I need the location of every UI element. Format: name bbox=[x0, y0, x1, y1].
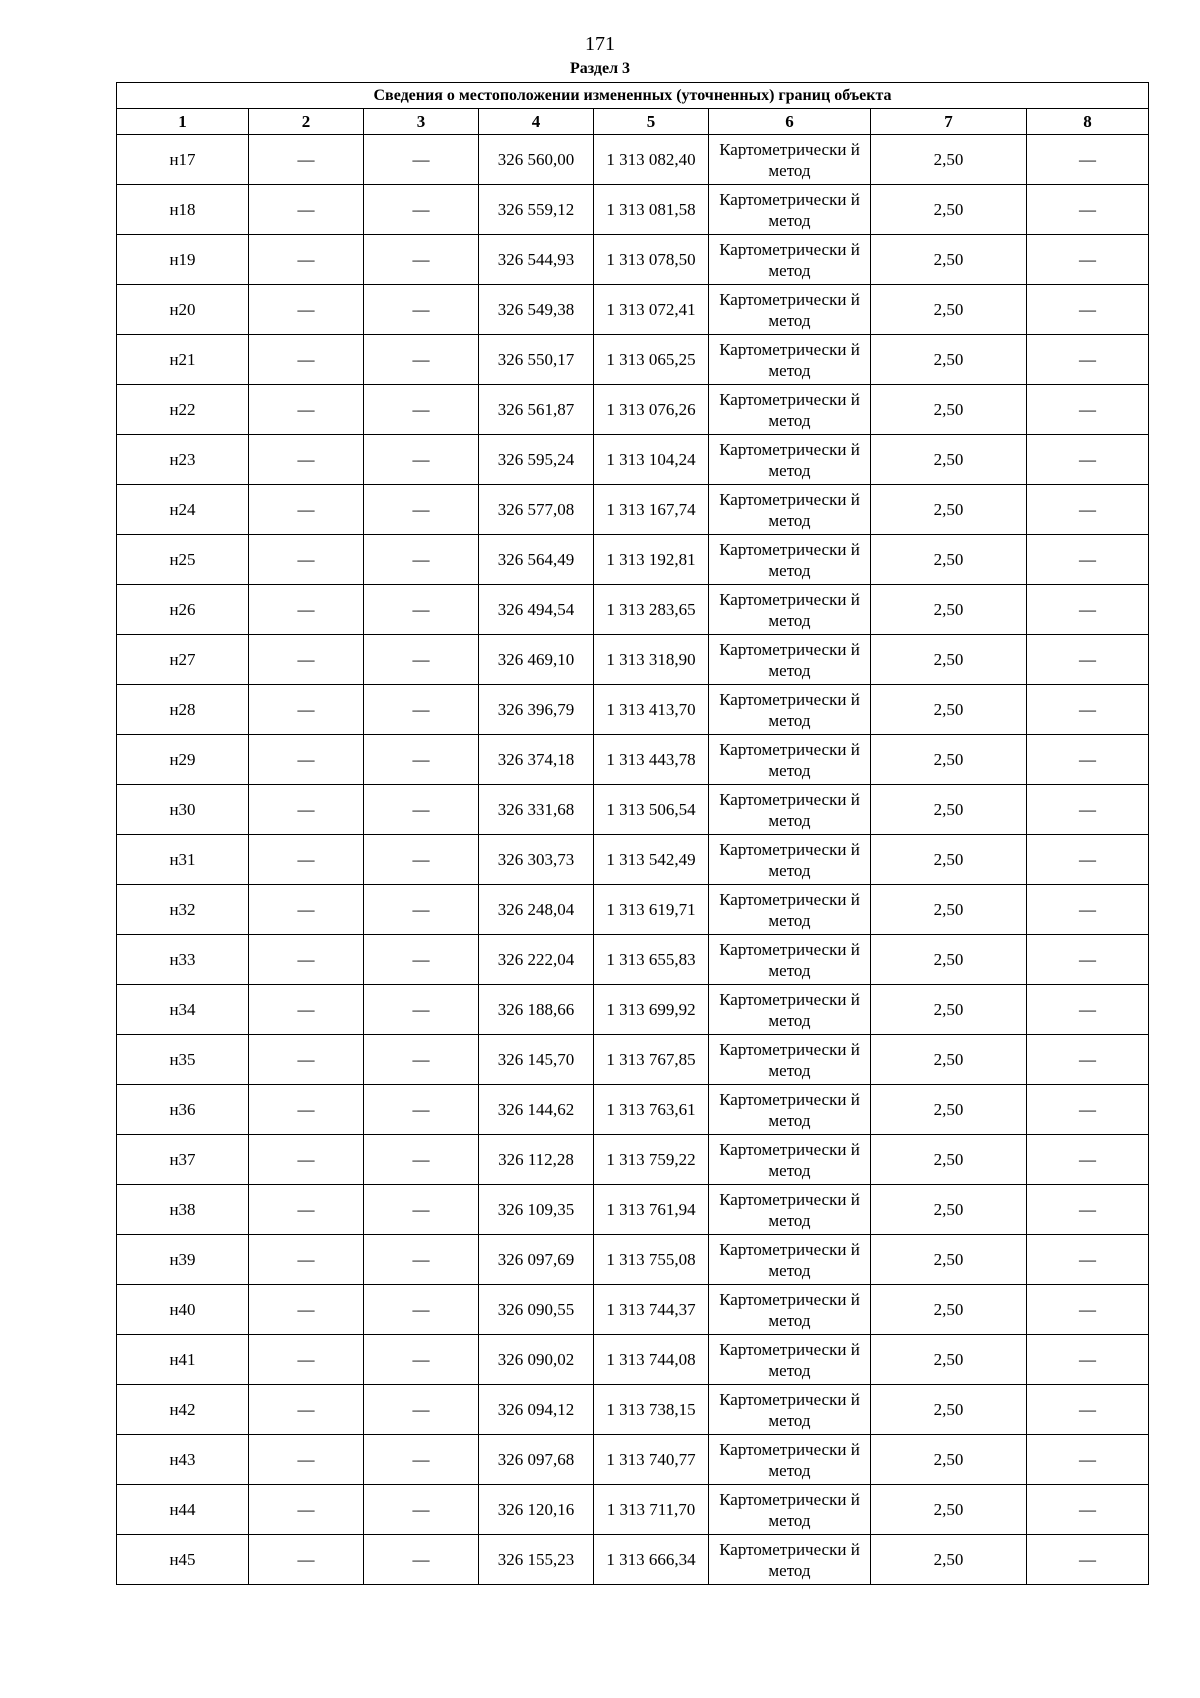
y-coordinate-cell: 1 313 740,77 bbox=[594, 1435, 709, 1485]
accuracy-cell: 2,50 bbox=[871, 785, 1027, 835]
column-number: 1 bbox=[117, 109, 249, 135]
empty-dash-cell: — bbox=[364, 135, 479, 185]
empty-dash-cell: — bbox=[1027, 1385, 1149, 1435]
y-coordinate-cell: 1 313 167,74 bbox=[594, 485, 709, 535]
table-row bbox=[117, 285, 1149, 335]
accuracy-cell: 2,50 bbox=[871, 185, 1027, 235]
empty-dash-cell: — bbox=[1027, 1335, 1149, 1385]
empty-dash-cell: — bbox=[1027, 1035, 1149, 1085]
x-coordinate-cell: 326 090,55 bbox=[479, 1285, 594, 1335]
point-name-cell: н30 bbox=[117, 785, 249, 835]
method-cell: Картометрически й метод bbox=[709, 835, 871, 885]
empty-dash-cell: — bbox=[249, 485, 364, 535]
empty-dash-cell: — bbox=[364, 435, 479, 485]
empty-dash-cell: — bbox=[364, 485, 479, 535]
table-row bbox=[117, 1435, 1149, 1485]
method-cell: Картометрически й метод bbox=[709, 635, 871, 685]
x-coordinate-cell: 326 469,10 bbox=[479, 635, 594, 685]
table-row bbox=[117, 1285, 1149, 1335]
empty-dash-cell: — bbox=[1027, 985, 1149, 1035]
empty-dash-cell: — bbox=[364, 735, 479, 785]
accuracy-cell: 2,50 bbox=[871, 1135, 1027, 1185]
point-name-cell: н40 bbox=[117, 1285, 249, 1335]
accuracy-cell: 2,50 bbox=[871, 1085, 1027, 1135]
empty-dash-cell: — bbox=[249, 285, 364, 335]
x-coordinate-cell: 326 564,49 bbox=[479, 535, 594, 585]
empty-dash-cell: — bbox=[1027, 285, 1149, 335]
y-coordinate-cell: 1 313 755,08 bbox=[594, 1235, 709, 1285]
table-row bbox=[117, 135, 1149, 185]
empty-dash-cell: — bbox=[364, 685, 479, 735]
method-cell: Картометрически й метод bbox=[709, 735, 871, 785]
table-row bbox=[117, 535, 1149, 585]
boundary-coordinates-table bbox=[116, 82, 1149, 1585]
method-cell: Картометрически й метод bbox=[709, 535, 871, 585]
x-coordinate-cell: 326 109,35 bbox=[479, 1185, 594, 1235]
accuracy-cell: 2,50 bbox=[871, 1185, 1027, 1235]
empty-dash-cell: — bbox=[1027, 135, 1149, 185]
accuracy-cell: 2,50 bbox=[871, 485, 1027, 535]
table-caption: Сведения о местоположении измененных (уточненных) границ объекта bbox=[117, 83, 1149, 109]
method-cell: Картометрически й метод bbox=[709, 1535, 871, 1585]
table-row bbox=[117, 635, 1149, 685]
accuracy-cell: 2,50 bbox=[871, 635, 1027, 685]
empty-dash-cell: — bbox=[249, 685, 364, 735]
empty-dash-cell: — bbox=[1027, 385, 1149, 435]
empty-dash-cell: — bbox=[249, 1185, 364, 1235]
y-coordinate-cell: 1 313 192,81 bbox=[594, 535, 709, 585]
table-row bbox=[117, 1085, 1149, 1135]
empty-dash-cell: — bbox=[249, 1535, 364, 1585]
empty-dash-cell: — bbox=[1027, 435, 1149, 485]
column-number: 5 bbox=[594, 109, 709, 135]
empty-dash-cell: — bbox=[1027, 1235, 1149, 1285]
empty-dash-cell: — bbox=[249, 1335, 364, 1385]
method-cell: Картометрически й метод bbox=[709, 1285, 871, 1335]
point-name-cell: н37 bbox=[117, 1135, 249, 1185]
accuracy-cell: 2,50 bbox=[871, 1235, 1027, 1285]
point-name-cell: н32 bbox=[117, 885, 249, 935]
empty-dash-cell: — bbox=[364, 1035, 479, 1085]
point-name-cell: н28 bbox=[117, 685, 249, 735]
x-coordinate-cell: 326 595,24 bbox=[479, 435, 594, 485]
accuracy-cell: 2,50 bbox=[871, 235, 1027, 285]
point-name-cell: н25 bbox=[117, 535, 249, 585]
method-cell: Картометрически й метод bbox=[709, 1085, 871, 1135]
empty-dash-cell: — bbox=[249, 1035, 364, 1085]
x-coordinate-cell: 326 144,62 bbox=[479, 1085, 594, 1135]
table-row bbox=[117, 185, 1149, 235]
y-coordinate-cell: 1 313 711,70 bbox=[594, 1485, 709, 1535]
empty-dash-cell: — bbox=[249, 785, 364, 835]
y-coordinate-cell: 1 313 655,83 bbox=[594, 935, 709, 985]
table-row bbox=[117, 385, 1149, 435]
x-coordinate-cell: 326 120,16 bbox=[479, 1485, 594, 1535]
method-cell: Картометрически й метод bbox=[709, 1135, 871, 1185]
empty-dash-cell: — bbox=[364, 1435, 479, 1485]
point-name-cell: н39 bbox=[117, 1235, 249, 1285]
accuracy-cell: 2,50 bbox=[871, 1335, 1027, 1385]
accuracy-cell: 2,50 bbox=[871, 935, 1027, 985]
y-coordinate-cell: 1 313 076,26 bbox=[594, 385, 709, 435]
point-name-cell: н35 bbox=[117, 1035, 249, 1085]
y-coordinate-cell: 1 313 506,54 bbox=[594, 785, 709, 835]
empty-dash-cell: — bbox=[364, 985, 479, 1035]
empty-dash-cell: — bbox=[1027, 785, 1149, 835]
x-coordinate-cell: 326 188,66 bbox=[479, 985, 594, 1035]
empty-dash-cell: — bbox=[1027, 585, 1149, 635]
table-row bbox=[117, 1235, 1149, 1285]
empty-dash-cell: — bbox=[1027, 1485, 1149, 1535]
empty-dash-cell: — bbox=[1027, 235, 1149, 285]
point-name-cell: н34 bbox=[117, 985, 249, 1035]
y-coordinate-cell: 1 313 699,92 bbox=[594, 985, 709, 1035]
point-name-cell: н19 bbox=[117, 235, 249, 285]
page-number: 171 bbox=[585, 33, 615, 55]
y-coordinate-cell: 1 313 759,22 bbox=[594, 1135, 709, 1185]
y-coordinate-cell: 1 313 065,25 bbox=[594, 335, 709, 385]
table-row bbox=[117, 1485, 1149, 1535]
point-name-cell: н20 bbox=[117, 285, 249, 335]
empty-dash-cell: — bbox=[1027, 735, 1149, 785]
empty-dash-cell: — bbox=[1027, 335, 1149, 385]
x-coordinate-cell: 326 112,28 bbox=[479, 1135, 594, 1185]
empty-dash-cell: — bbox=[364, 385, 479, 435]
accuracy-cell: 2,50 bbox=[871, 435, 1027, 485]
point-name-cell: н17 bbox=[117, 135, 249, 185]
accuracy-cell: 2,50 bbox=[871, 385, 1027, 435]
y-coordinate-cell: 1 313 619,71 bbox=[594, 885, 709, 935]
accuracy-cell: 2,50 bbox=[871, 985, 1027, 1035]
accuracy-cell: 2,50 bbox=[871, 285, 1027, 335]
x-coordinate-cell: 326 494,54 bbox=[479, 585, 594, 635]
empty-dash-cell: — bbox=[249, 335, 364, 385]
table-row bbox=[117, 235, 1149, 285]
empty-dash-cell: — bbox=[364, 1235, 479, 1285]
table-row bbox=[117, 435, 1149, 485]
y-coordinate-cell: 1 313 081,58 bbox=[594, 185, 709, 235]
method-cell: Картометрически й метод bbox=[709, 1335, 871, 1385]
accuracy-cell: 2,50 bbox=[871, 535, 1027, 585]
empty-dash-cell: — bbox=[249, 635, 364, 685]
table-row bbox=[117, 1035, 1149, 1085]
table-row bbox=[117, 985, 1149, 1035]
empty-dash-cell: — bbox=[364, 585, 479, 635]
method-cell: Картометрически й метод bbox=[709, 435, 871, 485]
empty-dash-cell: — bbox=[249, 135, 364, 185]
point-name-cell: н22 bbox=[117, 385, 249, 435]
point-name-cell: н18 bbox=[117, 185, 249, 235]
column-number: 4 bbox=[479, 109, 594, 135]
accuracy-cell: 2,50 bbox=[871, 335, 1027, 385]
method-cell: Картометрически й метод bbox=[709, 1385, 871, 1435]
point-name-cell: н23 bbox=[117, 435, 249, 485]
empty-dash-cell: — bbox=[1027, 1135, 1149, 1185]
accuracy-cell: 2,50 bbox=[871, 1535, 1027, 1585]
accuracy-cell: 2,50 bbox=[871, 1035, 1027, 1085]
empty-dash-cell: — bbox=[364, 835, 479, 885]
empty-dash-cell: — bbox=[1027, 535, 1149, 585]
accuracy-cell: 2,50 bbox=[871, 735, 1027, 785]
point-name-cell: н43 bbox=[117, 1435, 249, 1485]
empty-dash-cell: — bbox=[249, 935, 364, 985]
empty-dash-cell: — bbox=[249, 385, 364, 435]
empty-dash-cell: — bbox=[364, 1335, 479, 1385]
empty-dash-cell: — bbox=[249, 585, 364, 635]
table-row bbox=[117, 1535, 1149, 1585]
accuracy-cell: 2,50 bbox=[871, 135, 1027, 185]
y-coordinate-cell: 1 313 318,90 bbox=[594, 635, 709, 685]
empty-dash-cell: — bbox=[249, 1285, 364, 1335]
empty-dash-cell: — bbox=[364, 1135, 479, 1185]
empty-dash-cell: — bbox=[364, 335, 479, 385]
table-row bbox=[117, 885, 1149, 935]
y-coordinate-cell: 1 313 104,24 bbox=[594, 435, 709, 485]
empty-dash-cell: — bbox=[364, 235, 479, 285]
accuracy-cell: 2,50 bbox=[871, 585, 1027, 635]
x-coordinate-cell: 326 396,79 bbox=[479, 685, 594, 735]
x-coordinate-cell: 326 090,02 bbox=[479, 1335, 594, 1385]
empty-dash-cell: — bbox=[249, 985, 364, 1035]
method-cell: Картометрически й метод bbox=[709, 235, 871, 285]
accuracy-cell: 2,50 bbox=[871, 1285, 1027, 1335]
empty-dash-cell: — bbox=[249, 185, 364, 235]
empty-dash-cell: — bbox=[364, 185, 479, 235]
empty-dash-cell: — bbox=[249, 435, 364, 485]
point-name-cell: н38 bbox=[117, 1185, 249, 1235]
empty-dash-cell: — bbox=[249, 1485, 364, 1535]
point-name-cell: н26 bbox=[117, 585, 249, 635]
table-body bbox=[117, 135, 1149, 1585]
method-cell: Картометрически й метод bbox=[709, 135, 871, 185]
empty-dash-cell: — bbox=[364, 535, 479, 585]
point-name-cell: н24 bbox=[117, 485, 249, 535]
point-name-cell: н41 bbox=[117, 1335, 249, 1385]
table-row bbox=[117, 335, 1149, 385]
empty-dash-cell: — bbox=[364, 935, 479, 985]
y-coordinate-cell: 1 313 443,78 bbox=[594, 735, 709, 785]
column-number: 3 bbox=[364, 109, 479, 135]
x-coordinate-cell: 326 222,04 bbox=[479, 935, 594, 985]
table-row bbox=[117, 785, 1149, 835]
empty-dash-cell: — bbox=[1027, 685, 1149, 735]
empty-dash-cell: — bbox=[364, 635, 479, 685]
y-coordinate-cell: 1 313 744,08 bbox=[594, 1335, 709, 1385]
x-coordinate-cell: 326 097,68 bbox=[479, 1435, 594, 1485]
method-cell: Картометрически й метод bbox=[709, 985, 871, 1035]
empty-dash-cell: — bbox=[249, 835, 364, 885]
method-cell: Картометрически й метод bbox=[709, 585, 871, 635]
x-coordinate-cell: 326 577,08 bbox=[479, 485, 594, 535]
empty-dash-cell: — bbox=[364, 1185, 479, 1235]
method-cell: Картометрически й метод bbox=[709, 335, 871, 385]
empty-dash-cell: — bbox=[249, 1135, 364, 1185]
point-name-cell: н29 bbox=[117, 735, 249, 785]
empty-dash-cell: — bbox=[1027, 935, 1149, 985]
y-coordinate-cell: 1 313 763,61 bbox=[594, 1085, 709, 1135]
empty-dash-cell: — bbox=[249, 1235, 364, 1285]
empty-dash-cell: — bbox=[1027, 485, 1149, 535]
empty-dash-cell: — bbox=[249, 1385, 364, 1435]
point-name-cell: н27 bbox=[117, 635, 249, 685]
table-row bbox=[117, 485, 1149, 535]
empty-dash-cell: — bbox=[249, 535, 364, 585]
x-coordinate-cell: 326 549,38 bbox=[479, 285, 594, 335]
method-cell: Картометрически й метод bbox=[709, 285, 871, 335]
y-coordinate-cell: 1 313 078,50 bbox=[594, 235, 709, 285]
table-row bbox=[117, 1185, 1149, 1235]
y-coordinate-cell: 1 313 666,34 bbox=[594, 1535, 709, 1585]
y-coordinate-cell: 1 313 738,15 bbox=[594, 1385, 709, 1435]
empty-dash-cell: — bbox=[1027, 1085, 1149, 1135]
empty-dash-cell: — bbox=[249, 1085, 364, 1135]
empty-dash-cell: — bbox=[1027, 635, 1149, 685]
point-name-cell: н44 bbox=[117, 1485, 249, 1535]
section-title: Раздел 3 bbox=[569, 60, 631, 77]
y-coordinate-cell: 1 313 413,70 bbox=[594, 685, 709, 735]
empty-dash-cell: — bbox=[1027, 1185, 1149, 1235]
empty-dash-cell: — bbox=[249, 735, 364, 785]
table-row bbox=[117, 1385, 1149, 1435]
method-cell: Картометрически й метод bbox=[709, 1235, 871, 1285]
column-number: 8 bbox=[1027, 109, 1149, 135]
y-coordinate-cell: 1 313 542,49 bbox=[594, 835, 709, 885]
point-name-cell: н42 bbox=[117, 1385, 249, 1435]
accuracy-cell: 2,50 bbox=[871, 1385, 1027, 1435]
column-number-row bbox=[117, 109, 1149, 135]
empty-dash-cell: — bbox=[364, 785, 479, 835]
method-cell: Картометрически й метод bbox=[709, 1485, 871, 1535]
x-coordinate-cell: 326 559,12 bbox=[479, 185, 594, 235]
method-cell: Картометрически й метод bbox=[709, 185, 871, 235]
method-cell: Картометрически й метод bbox=[709, 1185, 871, 1235]
x-coordinate-cell: 326 145,70 bbox=[479, 1035, 594, 1085]
y-coordinate-cell: 1 313 744,37 bbox=[594, 1285, 709, 1335]
x-coordinate-cell: 326 374,18 bbox=[479, 735, 594, 785]
empty-dash-cell: — bbox=[1027, 1285, 1149, 1335]
empty-dash-cell: — bbox=[364, 885, 479, 935]
empty-dash-cell: — bbox=[364, 1085, 479, 1135]
table-row bbox=[117, 735, 1149, 785]
empty-dash-cell: — bbox=[1027, 1435, 1149, 1485]
accuracy-cell: 2,50 bbox=[871, 685, 1027, 735]
y-coordinate-cell: 1 313 767,85 bbox=[594, 1035, 709, 1085]
table-row bbox=[117, 1335, 1149, 1385]
column-number: 2 bbox=[249, 109, 364, 135]
table-row bbox=[117, 685, 1149, 735]
x-coordinate-cell: 326 303,73 bbox=[479, 835, 594, 885]
empty-dash-cell: — bbox=[249, 235, 364, 285]
method-cell: Картометрически й метод bbox=[709, 485, 871, 535]
y-coordinate-cell: 1 313 761,94 bbox=[594, 1185, 709, 1235]
accuracy-cell: 2,50 bbox=[871, 885, 1027, 935]
y-coordinate-cell: 1 313 283,65 bbox=[594, 585, 709, 635]
method-cell: Картометрически й метод bbox=[709, 885, 871, 935]
empty-dash-cell: — bbox=[1027, 1535, 1149, 1585]
table-row bbox=[117, 585, 1149, 635]
empty-dash-cell: — bbox=[249, 1435, 364, 1485]
method-cell: Картометрически й метод bbox=[709, 935, 871, 985]
table-row bbox=[117, 835, 1149, 885]
empty-dash-cell: — bbox=[364, 1535, 479, 1585]
point-name-cell: н36 bbox=[117, 1085, 249, 1135]
x-coordinate-cell: 326 094,12 bbox=[479, 1385, 594, 1435]
x-coordinate-cell: 326 097,69 bbox=[479, 1235, 594, 1285]
point-name-cell: н33 bbox=[117, 935, 249, 985]
point-name-cell: н31 bbox=[117, 835, 249, 885]
empty-dash-cell: — bbox=[364, 1285, 479, 1335]
method-cell: Картометрически й метод bbox=[709, 1035, 871, 1085]
x-coordinate-cell: 326 544,93 bbox=[479, 235, 594, 285]
empty-dash-cell: — bbox=[364, 1385, 479, 1435]
x-coordinate-cell: 326 561,87 bbox=[479, 385, 594, 435]
accuracy-cell: 2,50 bbox=[871, 1485, 1027, 1535]
y-coordinate-cell: 1 313 082,40 bbox=[594, 135, 709, 185]
method-cell: Картометрически й метод bbox=[709, 385, 871, 435]
empty-dash-cell: — bbox=[364, 1485, 479, 1535]
x-coordinate-cell: 326 248,04 bbox=[479, 885, 594, 935]
empty-dash-cell: — bbox=[364, 285, 479, 335]
point-name-cell: н21 bbox=[117, 335, 249, 385]
accuracy-cell: 2,50 bbox=[871, 1435, 1027, 1485]
empty-dash-cell: — bbox=[1027, 835, 1149, 885]
point-name-cell: н45 bbox=[117, 1535, 249, 1585]
x-coordinate-cell: 326 331,68 bbox=[479, 785, 594, 835]
accuracy-cell: 2,50 bbox=[871, 835, 1027, 885]
x-coordinate-cell: 326 550,17 bbox=[479, 335, 594, 385]
x-coordinate-cell: 326 155,23 bbox=[479, 1535, 594, 1585]
x-coordinate-cell: 326 560,00 bbox=[479, 135, 594, 185]
column-number: 7 bbox=[871, 109, 1027, 135]
y-coordinate-cell: 1 313 072,41 bbox=[594, 285, 709, 335]
method-cell: Картометрически й метод bbox=[709, 785, 871, 835]
method-cell: Картометрически й метод bbox=[709, 1435, 871, 1485]
method-cell: Картометрически й метод bbox=[709, 685, 871, 735]
table-row bbox=[117, 1135, 1149, 1185]
empty-dash-cell: — bbox=[249, 885, 364, 935]
empty-dash-cell: — bbox=[1027, 185, 1149, 235]
table-row bbox=[117, 935, 1149, 985]
empty-dash-cell: — bbox=[1027, 885, 1149, 935]
column-number: 6 bbox=[709, 109, 871, 135]
